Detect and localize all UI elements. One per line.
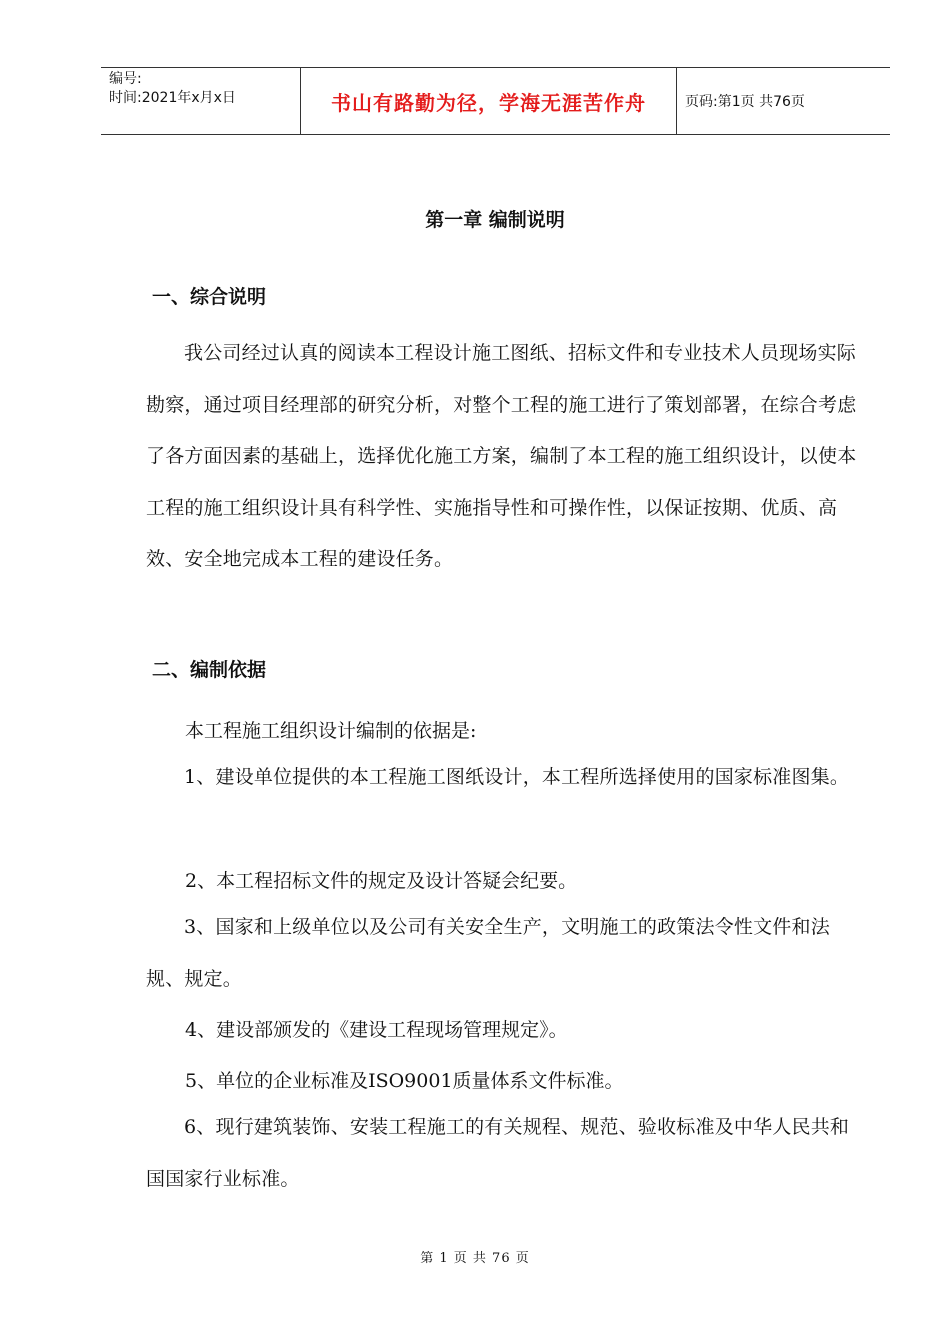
basis-item-4: 4、建设部颁发的《建设工程现场管理规定》。: [185, 1019, 568, 1041]
header-motto: 书山有路勤为径，学海无涯苦作舟: [301, 68, 677, 134]
basis-item-1: 1、建设单位提供的本工程施工图纸设计，本工程所选择使用的国家标准图集。: [184, 766, 850, 788]
section2-title: 二、编制依据: [152, 659, 267, 681]
page-footer: 第 1 页 共 76 页: [420, 1251, 530, 1266]
section1-title: 一、综合说明: [152, 286, 267, 308]
basis-item-5: 5、单位的企业标准及ISO9001质量体系文件标准。: [185, 1070, 624, 1092]
section1-body: 我公司经过认真的阅读本工程设计施工图纸、招标文件和专业技术人员现场实际勘察，通过项目经理部的研究分析，对整个工程的施工进行了策划部署，在综合考虑了各方面因素的基础上，选择优化施工方案，编制了本工程的施工组织设计，以使本工程的施工组织设计具有科学性、实施指导性和可操作性，以保证按期、优质、高效、安全地完成本工程的建设任务。: [146, 342, 857, 570]
basis-item-3: 3、国家和上级单位以及公司有关安全生产，文明施工的政策法令性文件和法规、规定。: [146, 916, 830, 990]
chapter-title: 第一章 编制说明: [425, 209, 565, 231]
section2-intro: 本工程施工组织设计编制的依据是:: [185, 720, 477, 742]
number-label: 编号:: [109, 71, 142, 87]
basis-item-2: 2、本工程招标文件的规定及设计答疑会纪要。: [185, 870, 578, 892]
basis-item-6: 6、现行建筑装饰、安装工程施工的有关规程、规范、验收标准及中华人民共和国国家行业标准。: [146, 1116, 850, 1190]
time-label: 时间:2021年x月x日: [109, 90, 236, 106]
header-meta: [101, 68, 301, 134]
page-header: [101, 67, 890, 135]
header-page-info: 页码:第1页 共76页: [685, 94, 805, 110]
